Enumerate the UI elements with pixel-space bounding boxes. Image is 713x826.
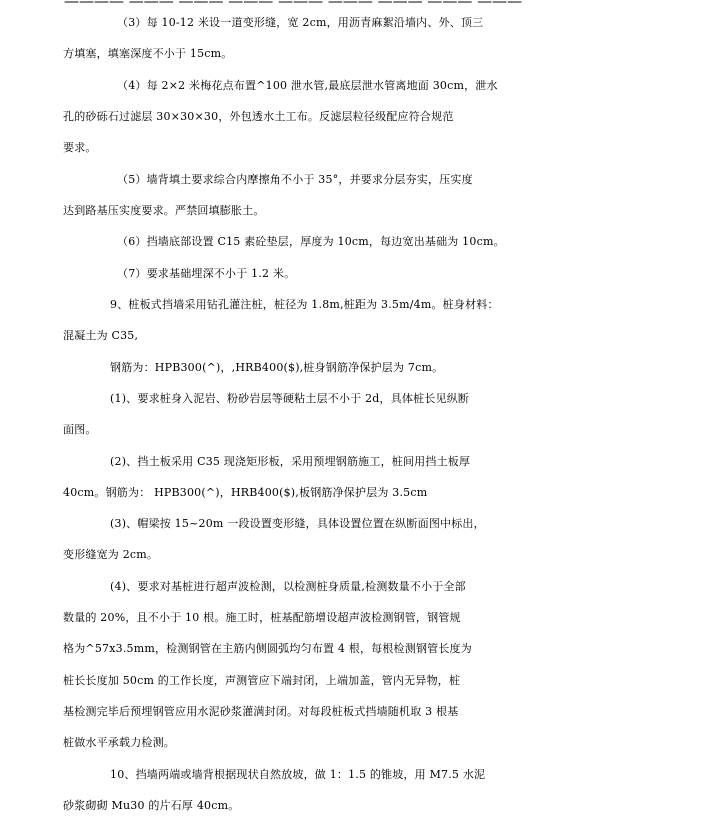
- paragraph-line: 基检测完毕后预埋钢管应用水泥砂浆灌满封闭。对每段桩板式挡墙随机取 3 根基: [63, 705, 459, 718]
- paragraph-line: （6）挡墙底部设置 C15 素砼垫层，厚度为 10cm，每边宽出基础为 10cm。: [117, 235, 505, 248]
- paragraph-line: 桩长长度加 50cm 的工作长度，声测管应下端封闭，上端加盖，管内无异物，桩: [63, 674, 461, 687]
- paragraph-line: 方填塞，填塞深度不小于 15cm。: [63, 47, 233, 60]
- paragraph-line: 数量的 20%，且不小于 10 根。施工时，桩基配筋增设超声波检测钢管，钢管规: [63, 611, 461, 624]
- paragraph-line: 面图。: [63, 423, 97, 436]
- paragraph-line: 混凝土为 C35,: [63, 329, 139, 342]
- paragraph-line: 钢筋为：HPB300(^)，,HRB400($),桩身钢筋净保护层为 7cm。: [110, 361, 444, 374]
- paragraph-line: （3）每 10-12 米设一道变形缝，宽 2cm，用沥青麻絮沿墙内、外、顶三: [117, 16, 484, 29]
- paragraph-line: 要求。: [63, 141, 97, 154]
- paragraph-line: 达到路基压实度要求。严禁回填膨胀土。: [63, 204, 265, 217]
- paragraph-line: 孔的砂砾石过滤层 30×30×30，外包透水土工布。反滤层粒径级配应符合规范: [63, 110, 454, 123]
- paragraph-line: 变形缝宽为 2cm。: [63, 548, 159, 561]
- paragraph-line: 9、桩板式挡墙采用钻孔灌注桩，桩径为 1.8m,桩距为 3.5m/4m。桩身材料：: [110, 298, 499, 311]
- paragraph-line: (3)、帽梁按 15~20m 一段设置变形缝，具体设置位置在纵断面图中标出，: [110, 517, 485, 530]
- paragraph-line: （4）每 2×2 米梅花点布置^100 泄水管,最底层泄水管离地面 30cm，泄水: [117, 79, 498, 92]
- paragraph-line: 砂浆砌砌 Mu30 的片石厚 40cm。: [63, 799, 240, 812]
- paragraph-line: （5）墙背填土要求综合内摩擦角不小于 35°，并要求分层夯实，压实度: [117, 173, 473, 186]
- paragraph-line: 格为^57x3.5mm，检测钢管在主筋内侧圆弧均匀布置 4 根，每根检测钢管长度为: [63, 642, 472, 655]
- paragraph-line: (2)、挡土板采用 C35 现浇矩形板，采用预埋钢筋施工，桩间用挡土板厚: [110, 455, 471, 468]
- paragraph-line: 10、挡墙两端或墙背根据现状自然放坡，做 1：1.5 的锥坡，用 M7.5 水泥: [110, 768, 486, 781]
- paragraph-line: （7）要求基础埋深不小于 1.2 米。: [117, 267, 296, 280]
- clipped-previous-line: [64, 0, 522, 3]
- paragraph-line: 40cm。钢筋为： HPB300(^)，HRB400($),板钢筋净保护层为 3.5cm: [63, 486, 428, 499]
- paragraph-line: 桩做水平承载力检测。: [63, 736, 175, 749]
- paragraph-line: (4)、要求对基桩进行超声波检测，以检测桩身质量,检测数量不小于全部: [110, 580, 466, 593]
- paragraph-line: (1)、要求桩身入泥岩、粉砂岩层等硬粘土层不小于 2d，具体桩长见纵断: [110, 392, 470, 405]
